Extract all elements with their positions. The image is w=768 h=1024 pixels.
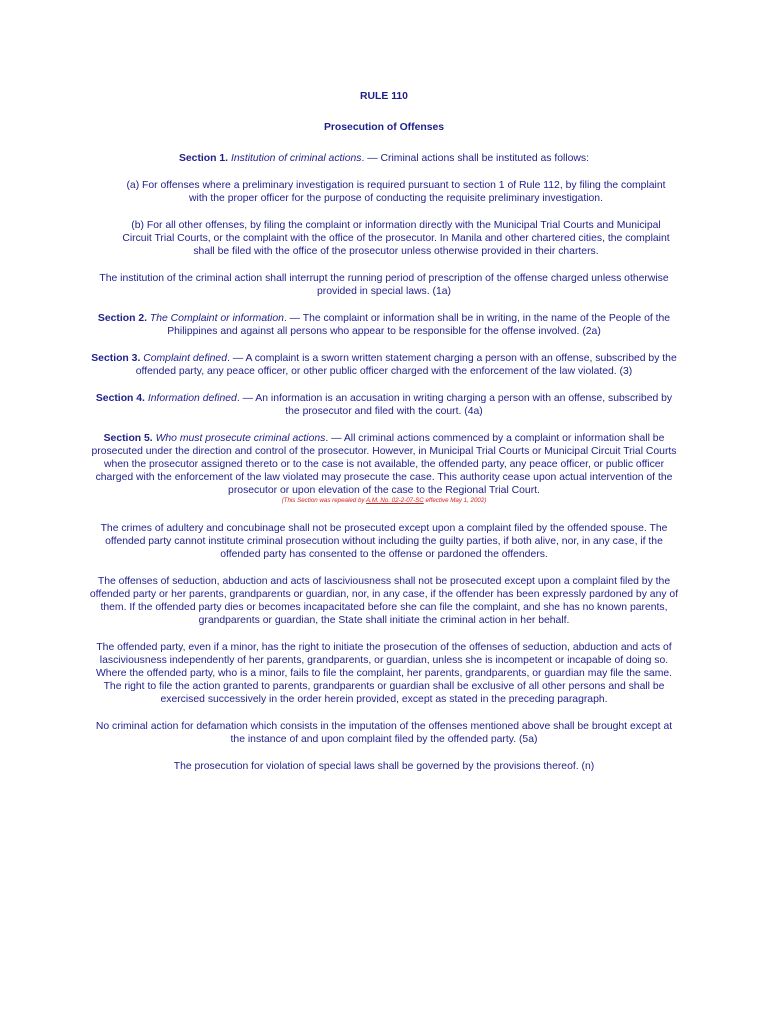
section-1-title: Institution of criminal actions bbox=[230, 153, 362, 164]
section-5-title: Who must prosecute criminal actions bbox=[155, 433, 326, 444]
repeal-note bbox=[88, 497, 680, 504]
section-3-title: Complaint defined bbox=[143, 353, 227, 364]
paragraph-a: (a) For offenses where a preliminary investigation is required pursuant to section 1 of Rule 112, by filing the complaint with the proper officer for the purpose of conducting the requisite preliminary investigation. bbox=[126, 180, 666, 204]
section-3 bbox=[88, 352, 680, 378]
section-2-title: The Complaint or information bbox=[149, 313, 284, 324]
paragraph-defamation: No criminal action for defamation which consists in the imputation of the offenses mentioned above shall be brought except at the instance of and upon complaint filed by the offended party. (5a) bbox=[95, 721, 673, 745]
section-5-body: . — All criminal actions commenced by a complaint or information shall be prosecuted under the direction and control of the prosecutor. However, in Municipal Trial Courts or Municipal Circuit Trial Courts when the prosecutor assigned thereto or to the case is not available, the offended party, any peace officer, or public officer charged with the enforcement of the law violated may prosecute the case. This authority cease upon actual intervention of the prosecutor or upon elevation of the case to the Regional Trial Court. bbox=[91, 433, 677, 496]
section-4 bbox=[88, 392, 680, 418]
section-1-head: Section 1. bbox=[178, 153, 229, 164]
paragraph-b: (b) For all other offenses, by filing the complaint or information directly with the Municipal Trial Courts and Municipal Circuit Trial Courts, or the complaint with the office of the prosecutor. In Manila and other chartered cities, the complaint shall be filed with the office of the prosecutor unless otherwise provided in their charters. bbox=[122, 220, 670, 257]
rule-number: RULE 110 bbox=[360, 91, 408, 102]
section-1 bbox=[88, 152, 680, 165]
section-1-body: . — Criminal actions shall be instituted as follows: bbox=[361, 153, 590, 164]
paragraph-minor: The offended party, even if a minor, has the right to initiate the prosecution of the offenses of seduction, abduction and acts of lasciviousness independently of her parents, grandparents, or guardian, unless she is incompetent or incapable of doing so. Where the offended party, who is a minor, fails to file the complaint, her parents, grandparents, or guardian may file the same. The right to file the action granted to parents, grandparents or guardian shall be exclusive of all other persons and shall be exercised successively in the order herein provided, except as stated in the preceding paragraph. bbox=[95, 642, 673, 705]
paragraph-seduction: The offenses of seduction, abduction and acts of lasciviousness shall not be prosecuted except upon a complaint filed by the offended party or her parents, grandparents or guardian, nor, in any case, if the offender has been expressly pardoned by any of them. If the offended party dies or becomes incapacitated before she can file the complaint, and she has no known parents, grandparents or guardian, the State shall initiate the criminal action in her behalf. bbox=[89, 576, 679, 626]
paragraph-adultery: The crimes of adultery and concubinage shall not be prosecuted except upon a complaint filed by the offended spouse. The offended party cannot institute criminal prosecution without including the guilty parties, if both alive, nor, in any case, if the offended party has consented to the offense or pardoned the offenders. bbox=[100, 523, 668, 560]
repeal-note-after: effective May 1, 2002) bbox=[423, 497, 487, 504]
section-3-body: . — A complaint is a sworn written statement charging a person with an offense, subscribed by the offended party, any peace officer, or other public officer charged with the enforcement of the law violated. (3) bbox=[135, 353, 677, 377]
section-3-head: Section 3. bbox=[91, 353, 141, 364]
repeal-note-before: (This Section was repealed by bbox=[281, 497, 366, 504]
section-2-head: Section 2. bbox=[97, 313, 147, 324]
document-body bbox=[88, 90, 680, 787]
repeal-note-link[interactable]: A.M. No. 02-2-07-SC bbox=[365, 497, 424, 504]
rule-title: Prosecution of Offenses bbox=[323, 122, 445, 133]
section-4-title: Information defined bbox=[147, 393, 237, 404]
section-5-head: Section 5. bbox=[103, 433, 153, 444]
section-4-body: . — An information is an accusation in writing charging a person with an offense, subscribed by the prosecutor and filed with the court. (4a) bbox=[236, 393, 673, 417]
section-2-body: . — The complaint or information shall be in writing, in the name of the People of the Philippines and against all persons who appear to be responsible for the offense involved. (2a) bbox=[167, 313, 671, 337]
section-2 bbox=[88, 312, 680, 338]
paragraph-special-laws: The prosecution for violation of special laws shall be governed by the provisions thereof. (n) bbox=[173, 761, 595, 772]
paragraph-interrupt: The institution of the criminal action shall interrupt the running period of prescription of the offense charged unless otherwise provided in special laws. (1a) bbox=[99, 273, 669, 297]
section-5 bbox=[88, 432, 680, 497]
section-4-head: Section 4. bbox=[95, 393, 145, 404]
